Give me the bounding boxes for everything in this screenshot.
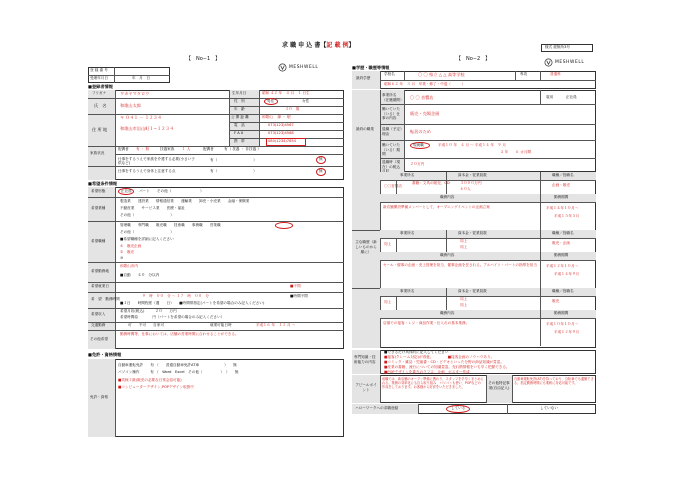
page-number-1: 【 No−1 】 bbox=[186, 56, 221, 62]
history-capital: ３０００万円 bbox=[460, 181, 482, 185]
history-period-from: 平成１４年１０月～ bbox=[546, 206, 579, 210]
history-content: 新店舗開設準備メンバーとして、オープニングイベントの企画立案 bbox=[383, 205, 490, 209]
col-content: 職務内容 bbox=[440, 311, 455, 315]
income-value: ２０万円 bbox=[410, 162, 425, 166]
school-name: 〇 〇 県立 △ △ 高等学校 bbox=[418, 72, 465, 77]
spouse-value: 有 ・ 無 bbox=[136, 147, 150, 151]
history-label: 主な職歴（新しいものから順に） bbox=[355, 240, 377, 254]
period-value: 平成１０ 年 ４ 月 ～ 平成１４ 年 ９ 月 bbox=[438, 143, 506, 147]
history-capital: 同上 bbox=[460, 239, 468, 243]
mobile-label: 携 帯 bbox=[234, 139, 245, 143]
health-none[interactable]: 無 bbox=[319, 169, 323, 173]
age-value: ３０ 歳 bbox=[285, 107, 300, 111]
employment-type-label: 雇用 bbox=[546, 95, 554, 99]
history-content: 店頭での接客・レジ・商品作業・仕入れの基本業務。 bbox=[383, 321, 470, 325]
hellowork-label: ハローワークへの求職登録 bbox=[355, 406, 399, 410]
transport-label: 交通勤務 bbox=[91, 323, 106, 327]
spouse-dependent-value: 有（ 扶養 ・ 非扶養 ） bbox=[224, 147, 261, 151]
fax-value: 073(123)4568 bbox=[268, 131, 294, 135]
col-content: 職務内容 bbox=[440, 253, 455, 257]
other-label: その他希望 bbox=[90, 337, 108, 341]
job-detail: ① 販売企画 bbox=[120, 244, 142, 248]
period-years: ４ 年 ６ カ月間 bbox=[500, 150, 532, 154]
industry-row: その他（ ） bbox=[120, 213, 174, 217]
station-value: 和歌山 線 ・ 駅 bbox=[262, 115, 291, 119]
company-label: 事業所名（在籍期間） bbox=[382, 93, 404, 102]
salary-label: 希望収入 bbox=[91, 312, 106, 316]
hellowork-no[interactable]: していない bbox=[540, 406, 558, 410]
history-company: 同上 bbox=[384, 242, 392, 246]
skill-row: ■コミック・雑誌・児童書・CD・ビデオといった分野の商品知識が豊富。 bbox=[384, 360, 504, 364]
job-row: ■希望職種を詳細に記入ください bbox=[120, 237, 174, 241]
hellowork-yes[interactable]: している bbox=[451, 406, 466, 410]
dependents-label: 扶養家族 bbox=[160, 147, 175, 151]
zip-value: 〒 ０４１ － １２３４ bbox=[120, 115, 162, 120]
license-row: ■英検２級(販売の必要な日常会話可能) bbox=[118, 378, 182, 382]
form-title: 求 職 申 込 書【記 載 例】 bbox=[282, 42, 355, 49]
address-label: 住 所 地 bbox=[92, 127, 108, 132]
history-capital: 同上 bbox=[460, 297, 468, 301]
col-period: 勤務期間 bbox=[554, 253, 569, 257]
industry-label: 希望業種 bbox=[91, 206, 106, 210]
location-label: 希望勤務地 bbox=[91, 269, 109, 273]
station-label: 公 開 距 離 bbox=[231, 115, 249, 119]
job-row: 管理職 専門職 販売職 技術職 事務職 営業職 bbox=[120, 223, 221, 227]
registration-number-label: 登 録 番 号 bbox=[90, 68, 108, 72]
col-company: 事業所名 bbox=[400, 231, 415, 235]
col-capital: 資本金・従業員数 bbox=[458, 173, 487, 177]
employment-label: 希望形態 bbox=[91, 189, 106, 193]
history-period-to: 平成１２年９月 bbox=[554, 330, 580, 334]
address-value: 和歌山市岩山町１−１２３４ bbox=[120, 126, 174, 131]
salary-hourly: 希望時間給 円（パートを希望の場合のみ記入ください） bbox=[120, 315, 225, 319]
license-row: パソコン操作 有 （ Word Excel その他（ ） ） 無 bbox=[118, 370, 239, 374]
license-row: ■コンピューターデザイン,POPデザイン取扱中 bbox=[118, 385, 194, 389]
school-dates: 昭和６２ 年 ３ 月 卒業・修了・中退（ ） bbox=[384, 82, 466, 86]
col-position: 職種／役職名 bbox=[552, 289, 574, 293]
history-position: 販売 bbox=[552, 299, 560, 303]
health-label: 仕事をするうえで身体上注意する点 bbox=[118, 169, 176, 173]
brand-mark-icon bbox=[544, 58, 553, 67]
hours-label: 希 望 勤務時間 bbox=[91, 297, 120, 301]
job-detail: ③ bbox=[120, 256, 124, 260]
brand-logo-left: MESHWELL bbox=[278, 63, 318, 72]
reason-label: 退職（予定）理由 bbox=[382, 127, 402, 136]
history-period-to: 平成１４年９月 bbox=[554, 272, 580, 276]
days-value: ■１日 時間程度（週 日） ■時間帯指定(パートを希望の場合のみ記入ください) bbox=[120, 301, 265, 305]
license-label: 免許・資格 bbox=[90, 395, 108, 399]
page-number-2: 【 No−2 】 bbox=[456, 56, 491, 62]
gender-male[interactable]: 男性 bbox=[267, 99, 275, 103]
care-label: 仕事をするうえで家族を介護する必要(小さい子供など) bbox=[118, 157, 195, 166]
job-label: 希望職種 bbox=[91, 239, 106, 243]
commute-value: ■自動 ４０ 分以内 bbox=[120, 273, 160, 277]
period-note: 現就職 bbox=[413, 143, 424, 147]
appeal-text: 前職では、新店舗のオープン準備に携わり、スタッフを手早くまとめられる。業務の効率化にも自ら取り組み、パソコンも使い、POPなどの作成をしております。お客様から好評をいただきました。 bbox=[382, 377, 484, 390]
dob-label: 生年月日 bbox=[232, 91, 247, 95]
receipt-date-value: 年 月 日 bbox=[132, 76, 150, 80]
col-company: 事業所名 bbox=[400, 289, 415, 293]
transport-value: 可 不可 自家可 bbox=[128, 323, 164, 327]
skill-row: ■産業の書籍、流行についての知識豊富。売れ筋情報をいち早く把握できる。 bbox=[384, 365, 510, 369]
duty-value: 販売・売場企画 bbox=[410, 111, 440, 116]
furigana-label: フリガナ bbox=[92, 91, 107, 95]
section-license: ■免許・資格情報 bbox=[88, 352, 122, 357]
spouse-dependent-label: 配偶者 bbox=[203, 147, 214, 151]
care-value: 有（ ） bbox=[210, 158, 257, 162]
form-code: 様式 経無所3号 bbox=[545, 45, 570, 49]
col-capital: 資本金・従業員数 bbox=[458, 289, 487, 293]
job-detail: ② 販売 bbox=[120, 250, 135, 254]
dob-value: 昭和 ４２ 年 ４ 月 １ 日生 bbox=[262, 91, 310, 95]
duty-label: 働いていた（いる）仕事の内容 bbox=[382, 107, 400, 121]
name-label: 氏 名 bbox=[94, 103, 107, 108]
history-period-from: 平成１０年１０月～ bbox=[546, 322, 579, 326]
col-company: 事業所名 bbox=[400, 173, 415, 177]
skill-row: ■POPデザインを書きのラフス、企画、ポスター作成 bbox=[384, 370, 470, 374]
dependents-value: １ 人 bbox=[182, 147, 191, 151]
tel-value: 073(123)4567 bbox=[268, 123, 294, 127]
fax-label: F A X bbox=[234, 131, 244, 135]
receipt-date-label: 受理年月日 bbox=[90, 76, 108, 80]
income-label: 退職時（現在）の税込 bbox=[382, 160, 400, 169]
employment-type-value: 正社員 bbox=[566, 95, 577, 99]
school-name-label: 学校名 bbox=[384, 72, 395, 76]
start-value: ■不問 bbox=[290, 284, 301, 288]
care-none[interactable]: 無 bbox=[319, 157, 323, 161]
section-wish: ■希望条件情報 bbox=[88, 181, 118, 186]
tel-label: 電 話 bbox=[234, 123, 245, 127]
section-education: ■学歴・職歴等情報 bbox=[352, 65, 390, 70]
brand-logo-right: MESHWELL bbox=[544, 58, 584, 67]
col-capital: 資本金・従業員数 bbox=[458, 231, 487, 235]
industry-row: 不動産業 サービス業 医療・福祉 bbox=[120, 206, 192, 210]
prev-job-label: 最終の職業 bbox=[356, 127, 374, 131]
spouse-label: 配偶者 bbox=[118, 147, 129, 151]
hours-flex: ■時間不問 bbox=[290, 294, 308, 298]
section-registrant: ■登録者情報 bbox=[88, 84, 113, 89]
salary-value: 希望月収(税込) ２０ 万円 bbox=[120, 309, 177, 313]
dept-label: 専攻 bbox=[520, 72, 528, 76]
appeal-label: アピールポイント bbox=[355, 383, 377, 392]
history-employees: 同上 bbox=[460, 245, 468, 249]
dept-value: 普通科 bbox=[550, 72, 561, 76]
employment-options: 正社員 パート その他（ ） bbox=[121, 189, 204, 193]
other-notes-text: 自動車運転免許(AT)を持っており、自転車でも通勤できる。指定勤務時間にも柔軟に対応可能です。 bbox=[514, 377, 594, 386]
history-period-to: 平成１５年５月 bbox=[554, 214, 580, 218]
history-employees: ６０人 bbox=[460, 187, 471, 191]
furigana-value: ワカヤマタロウ bbox=[120, 91, 150, 96]
industry-row: 製造業 建設業 情報通信業 運輸業 卸売・小売業 金融・保険業 bbox=[120, 199, 250, 203]
start-possible-value: 平成１６ 年 １１ 月 ～ bbox=[256, 323, 296, 327]
col-position: 職種／役職名 bbox=[552, 173, 574, 177]
family-label: 家族状況 bbox=[90, 151, 105, 155]
skill-label: 専門知識・技術能力の内容 bbox=[354, 355, 376, 364]
job-row: その他（ ） bbox=[120, 230, 174, 234]
history-employees: 同上 bbox=[460, 303, 468, 307]
col-period: 勤務期間 bbox=[554, 195, 569, 199]
reason-value: 転居のため bbox=[410, 129, 431, 134]
start-label: 希望就業日 bbox=[91, 284, 109, 288]
school-label: 最終学歴 bbox=[356, 76, 371, 80]
license-row: 自動車運転免許 有 （ 普通自動車免許AT車 ） 無 bbox=[118, 363, 237, 367]
hours-value: ９ 時 ００ 分 ～ １７ 時 ００ 分 bbox=[142, 294, 209, 298]
col-period: 勤務期間 bbox=[554, 311, 569, 315]
gender-female[interactable]: 女性 bbox=[302, 99, 310, 103]
col-content: 職務内容 bbox=[440, 195, 455, 199]
history-position: 企画・販売 bbox=[552, 183, 570, 187]
mobile-value: 080(1234)7654 bbox=[268, 139, 296, 143]
history-position: 販売・企画 bbox=[552, 241, 570, 245]
history-content: セール・催事の企画・売上管理を担当、催事企画を任される。アルバイト・パートの指導を担当 bbox=[383, 263, 537, 267]
start-possible-label: 就業可能日時 bbox=[210, 323, 232, 327]
age-label: 年 齢 bbox=[234, 107, 245, 111]
history-period-from: 平成１２年１０月～ bbox=[546, 264, 579, 268]
health-value: 有（ ） bbox=[210, 169, 257, 173]
gender-label: 性 別 bbox=[234, 99, 245, 103]
history-company: 同上 bbox=[384, 300, 392, 304]
period-label: 働いていた（いる）期間 bbox=[382, 143, 400, 157]
col-position: 職種／役職名 bbox=[552, 231, 574, 235]
skill-row: ■接客(クレーム対応)が得意。 ■接客企画のノウハウあり。 bbox=[384, 355, 495, 359]
history-detail: 書籍・文具の販売、CD bbox=[412, 181, 450, 185]
name-value: 和歌山太郎 bbox=[120, 103, 141, 108]
other-notes-label: その他特記事項(自由記入) bbox=[488, 381, 510, 390]
other-value: 勤務時間等、仕事においては、店舗の営業時間に合わせることができる。 bbox=[120, 332, 239, 336]
history-company: 〇〇音響店 bbox=[384, 184, 402, 188]
brand-mark-icon bbox=[278, 63, 287, 72]
company-value: 〇 〇 音響店 bbox=[410, 95, 434, 100]
skill-note: ■できるだけ具体的に記入してください bbox=[384, 350, 449, 354]
location-value: 和歌山市内 bbox=[120, 264, 138, 268]
